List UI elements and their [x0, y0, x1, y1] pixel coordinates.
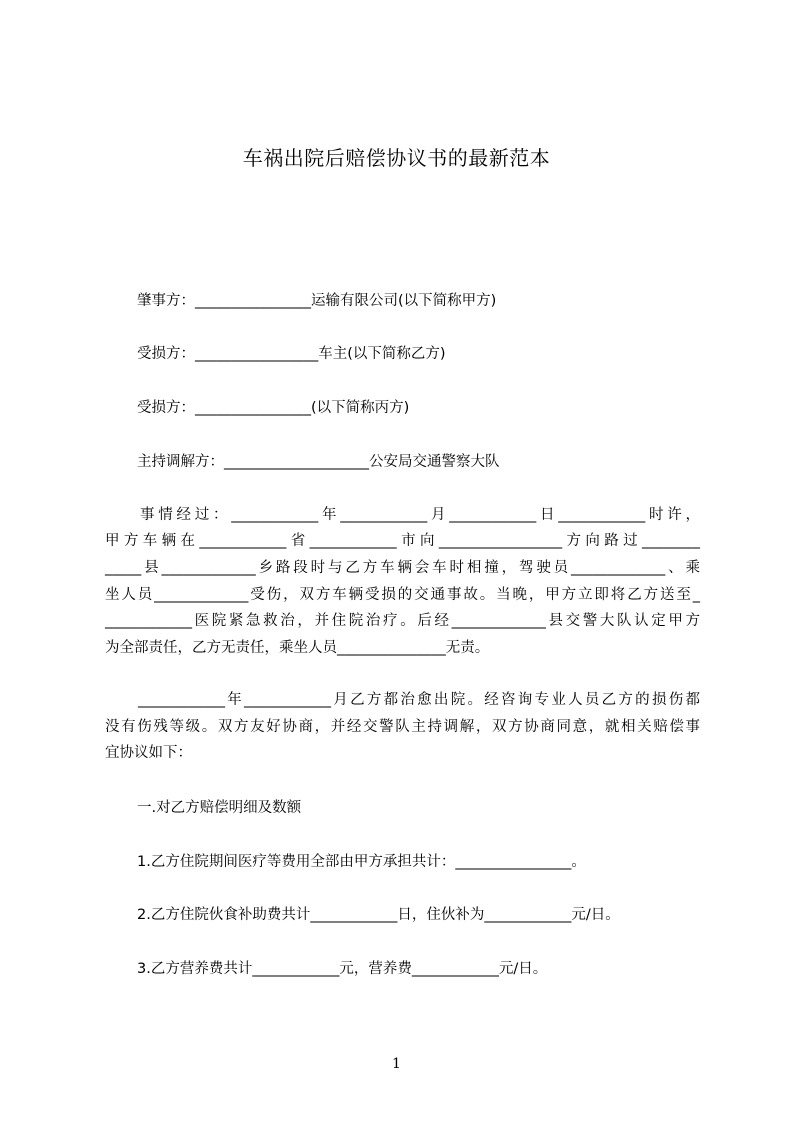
recovery-line: ____________年____________月乙方都治愈出院。经咨询专业人员乙方的损伤都	[138, 692, 700, 708]
compensation-item-3: 3.乙方营养费共计____________元，营养费____________元/日。	[137, 961, 548, 977]
section-heading: 一.对乙方赔偿明细及数额	[137, 800, 302, 816]
recovery-line: 宜协议如下：	[105, 745, 192, 761]
incident-line: 甲方车辆在____________省____________市向_________________方向路过________	[105, 533, 700, 549]
incident-line: _____县_____________乡路段时与乙方车辆会车时相撞，驾驶员_____________、乘	[105, 560, 700, 576]
recovery-paragraph	[105, 690, 700, 760]
compensation-item-1: 1.乙方住院期间医疗等费用全部由甲方承担共计：________________。	[137, 854, 586, 870]
party-a-line: 肇事方：________________运输有限公司(以下简称甲方)	[137, 293, 497, 309]
document-title: 车祸出院后赔偿协议书的最新范本	[242, 146, 551, 170]
incident-line: 为全部责任，乙方无责任，乘坐人员_______________无责。	[105, 640, 490, 656]
compensation-item-2: 2.乙方住院伙食补助费共计____________日，住伙补为____________元/日。	[137, 907, 620, 923]
recovery-line: 没有伤残等级。双方友好协商，并经交警队主持调解，双方协商同意，就相关赔偿事	[105, 719, 700, 735]
incident-line: 坐人员_____________受伤，双方车辆受损的交通事故。当晚，甲方立即将乙方送至_	[105, 587, 700, 603]
party-c-line: 受损方：________________(以下简称丙方)	[137, 400, 410, 416]
mediator-line: 主持调解方：____________________公安局交通警察大队	[137, 454, 500, 470]
incident-line: 事情经过：____________年____________月____________日____________时许，	[140, 507, 700, 523]
incident-paragraph	[105, 505, 700, 655]
page-number: 1	[392, 1056, 401, 1072]
party-b-line: 受损方：_________________车主(以下简称乙方)	[137, 346, 446, 362]
incident-line: ____________医院紧急救治，并住院治疗。后经_____________县交警大队认定甲方	[105, 613, 700, 629]
